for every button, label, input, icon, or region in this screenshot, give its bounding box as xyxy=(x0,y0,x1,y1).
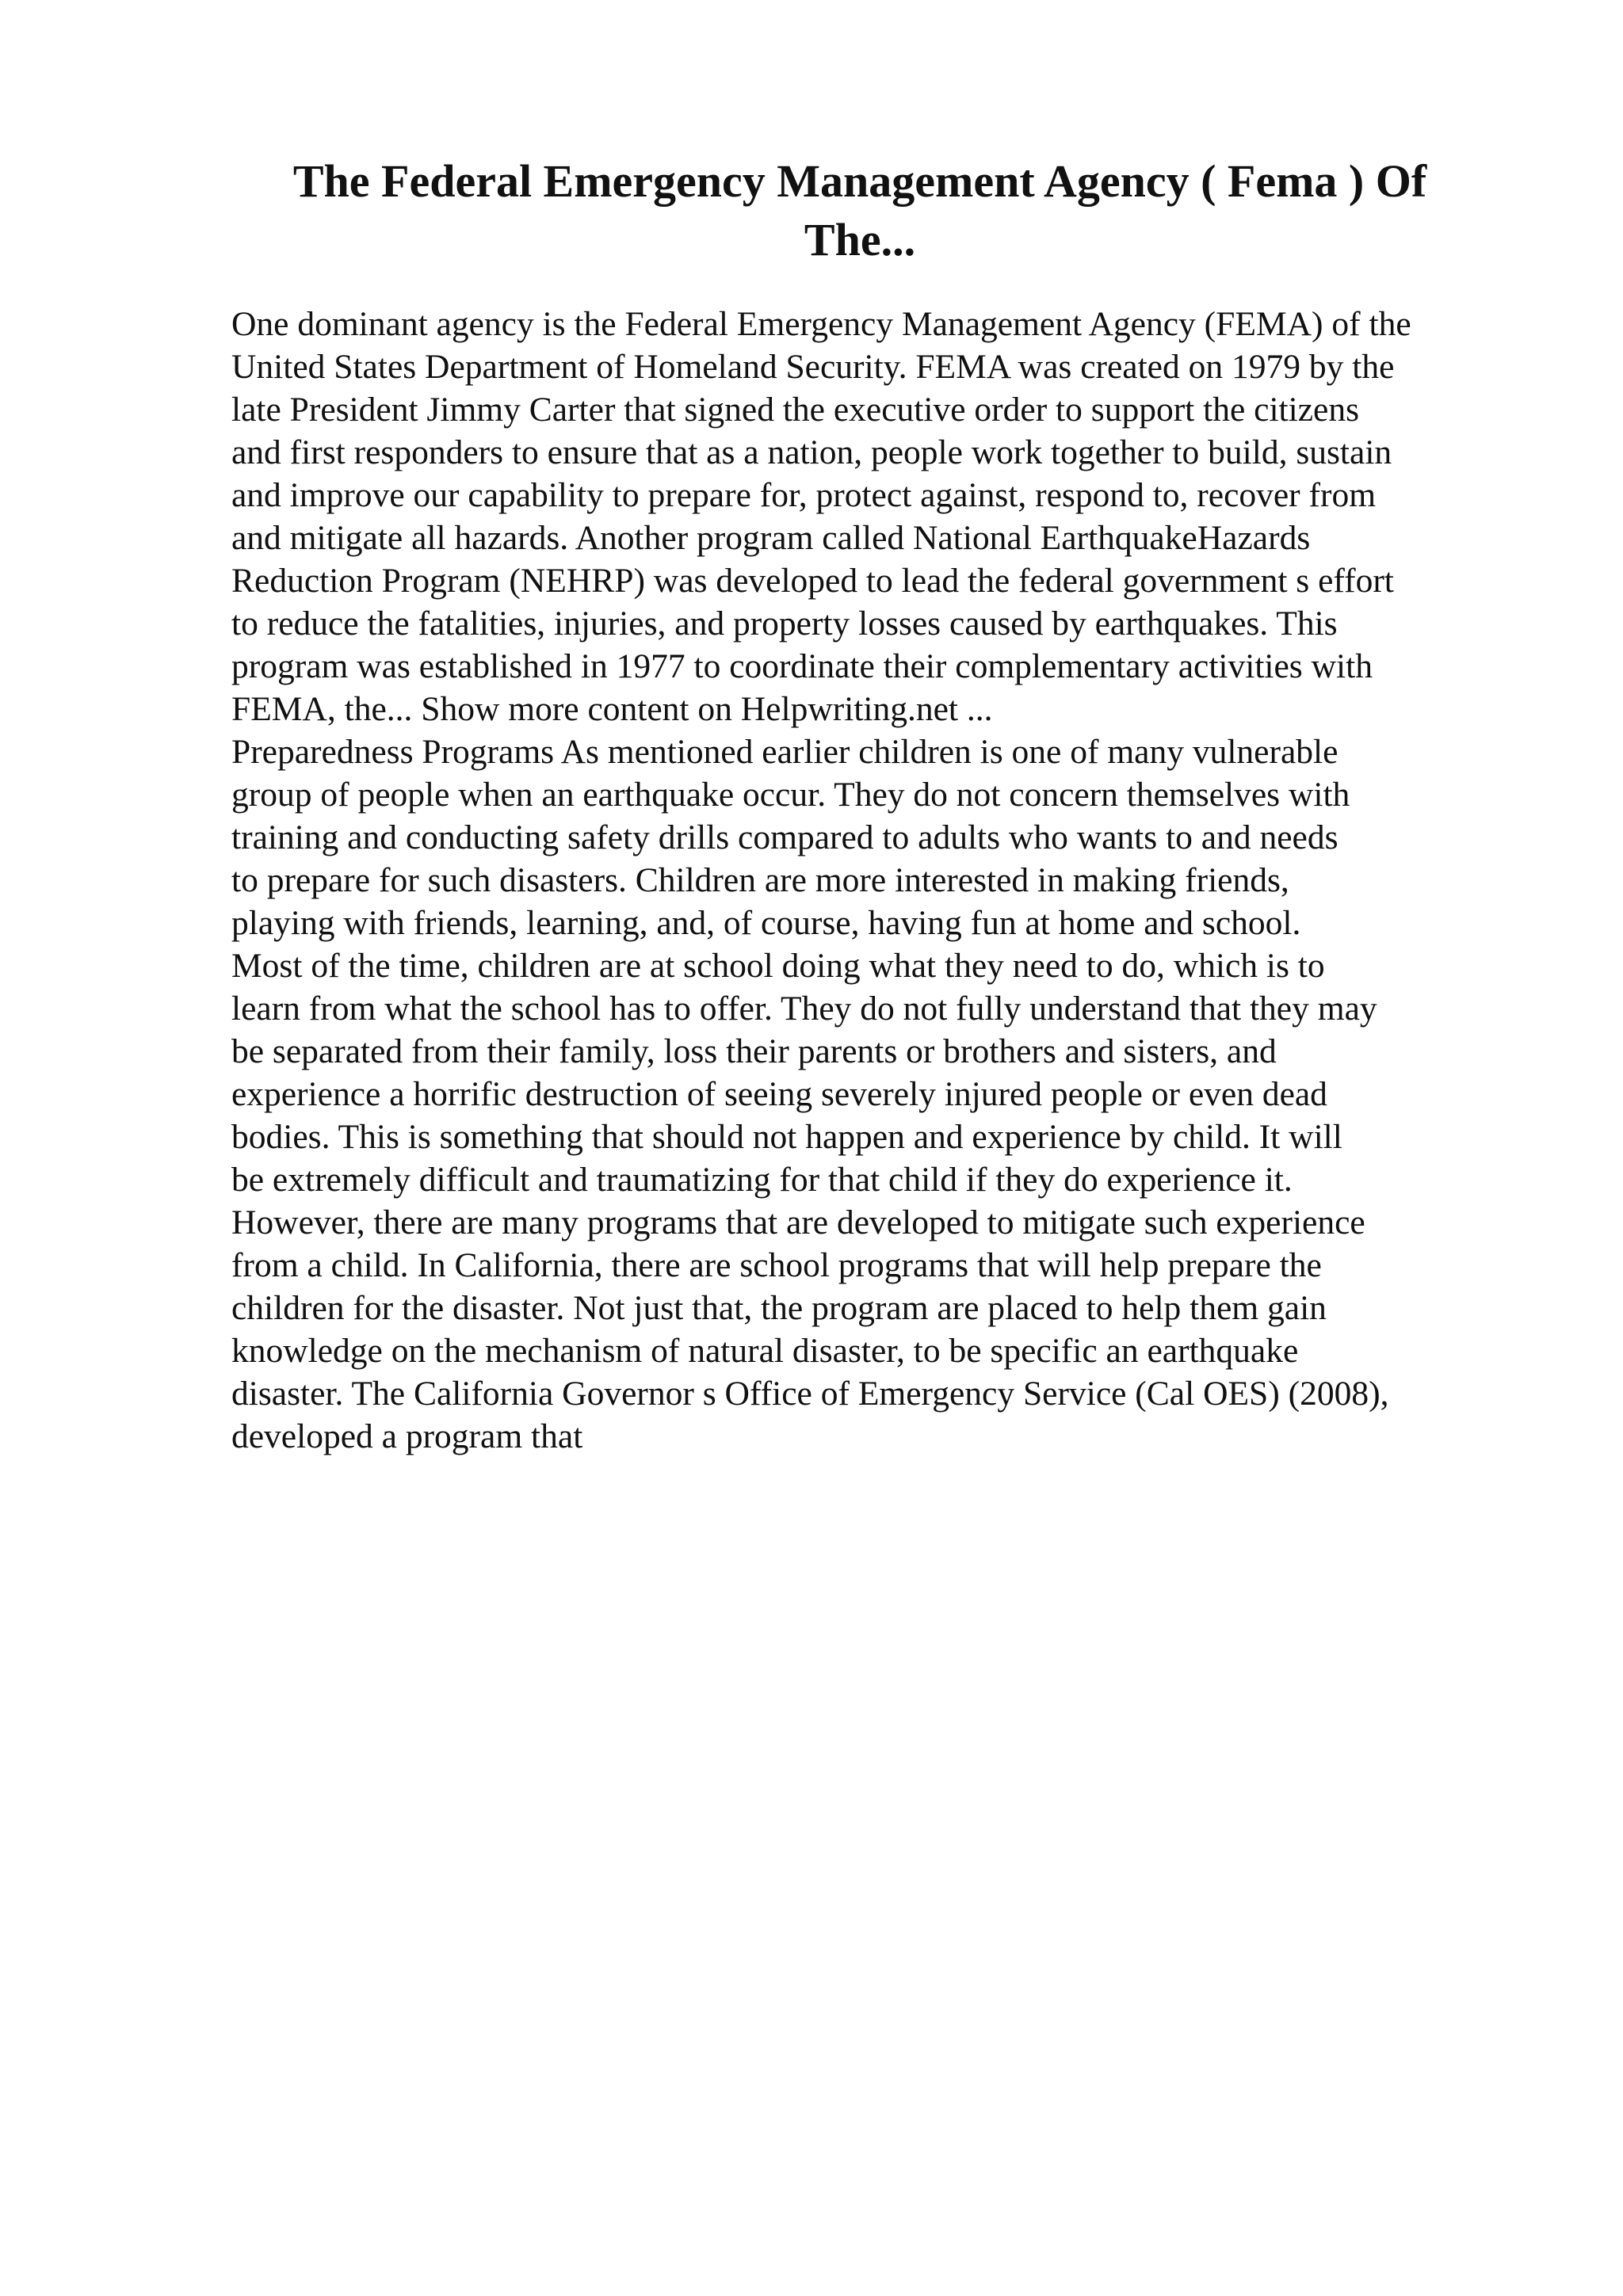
body-line: Most of the time, children are at school doing what they need to do, which is to xyxy=(231,947,1325,985)
body-line: knowledge on the mechanism of natural disaster, to be specific an earthquake xyxy=(231,1332,1299,1370)
body-line: to reduce the fatalities, injuries, and property losses caused by earthquakes. This xyxy=(231,605,1338,643)
title-line: The... xyxy=(804,214,916,265)
body-line: program was established in 1977 to coordinate their complementary activities with xyxy=(231,647,1373,685)
body-line: from a child. In California, there are school programs that will help prepare the xyxy=(231,1246,1322,1284)
body-line: group of people when an earthquake occur. They do not concern themselves with xyxy=(231,776,1350,814)
body-line: be extremely difficult and traumatizing for that child if they do experience it. xyxy=(231,1161,1293,1199)
body-line: Preparedness Programs As mentioned earlier children is one of many vulnerable xyxy=(231,733,1338,771)
body-line: late President Jimmy Carter that signed the executive order to support the citizens xyxy=(231,391,1360,429)
document-body xyxy=(231,303,1515,1458)
body-line: playing with friends, learning, and, of course, having fun at home and school. xyxy=(231,904,1301,942)
body-line: United States Department of Homeland Security. FEMA was created on 1979 by the xyxy=(231,348,1395,386)
body-line: Reduction Program (NEHRP) was developed to lead the federal government s effort xyxy=(231,562,1394,600)
body-line: developed a program that xyxy=(231,1417,583,1455)
title-line: The Federal Emergency Management Agency ( Fema ) Of xyxy=(292,155,1427,207)
body-line: FEMA, the... Show more content on Helpwriting.net ... xyxy=(231,690,993,728)
body-line: However, there are many programs that are developed to mitigate such experience xyxy=(231,1203,1365,1241)
body-line: disaster. The California Governor s Office of Emergency Service (Cal OES) (2008), xyxy=(231,1375,1389,1413)
body-line: be separated from their family, loss their parents or brothers and sisters, and xyxy=(231,1032,1277,1070)
body-line: training and conducting safety drills compared to adults who wants to and needs xyxy=(231,818,1338,856)
body-line: experience a horrific destruction of seeing severely injured people or even dead xyxy=(231,1075,1327,1113)
body-line: children for the disaster. Not just that, the program are placed to help them gain xyxy=(231,1289,1327,1327)
body-line: One dominant agency is the Federal Emergency Management Agency (FEMA) of the xyxy=(231,305,1411,343)
body-line: learn from what the school has to offer. They do not fully understand that they may xyxy=(231,990,1377,1028)
body-line: and improve our capability to prepare for, protect against, respond to, recover from xyxy=(231,476,1377,514)
body-line: and first responders to ensure that as a nation, people work together to build, sustain xyxy=(231,433,1392,471)
body-line: and mitigate all hazards. Another program called National EarthquakeHazards xyxy=(231,519,1311,557)
body-line: bodies. This is something that should not happen and experience by child. It will xyxy=(231,1118,1342,1156)
document-title xyxy=(230,152,1490,269)
body-line: to prepare for such disasters. Children are more interested in making friends, xyxy=(231,861,1289,899)
